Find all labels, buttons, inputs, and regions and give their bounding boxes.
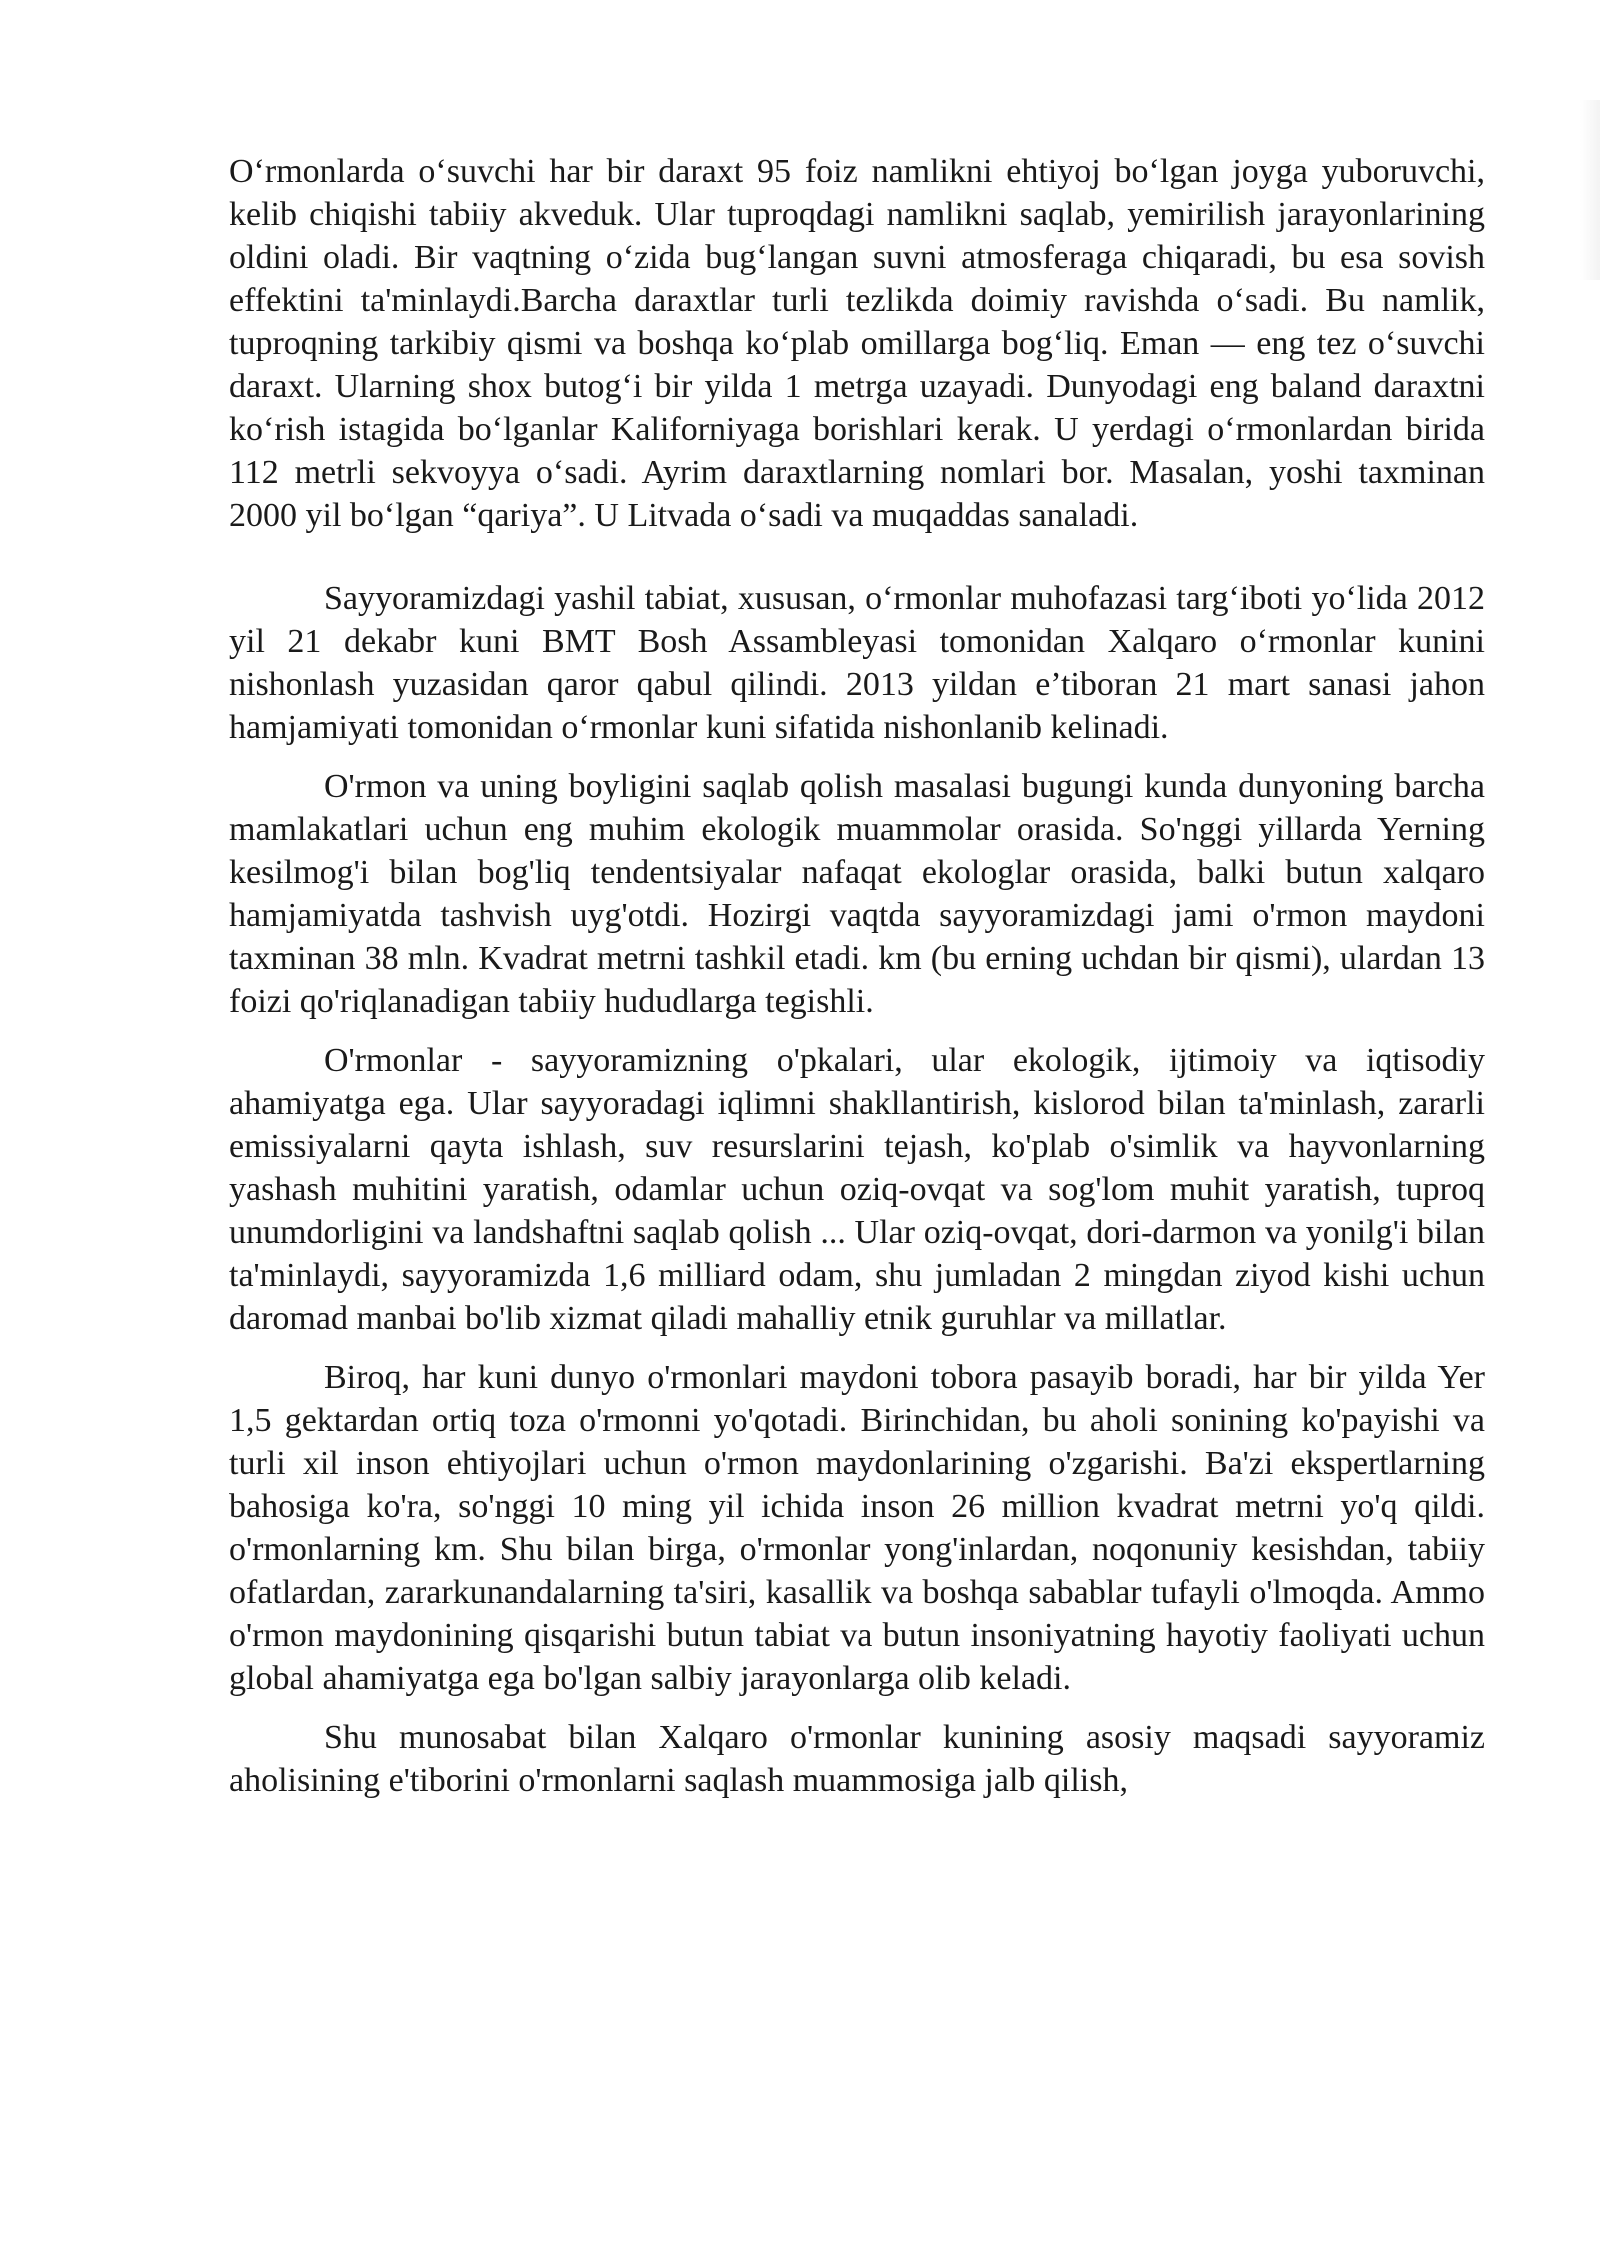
page-edge-shadow	[1580, 100, 1600, 280]
paragraph-2: Sayyoramizdagi yashil tabiat, xususan, o‘rmonlar muhofazasi targ‘iboti yo‘lida 2012 yil 21 dekabr kuni BMT Bosh Assambleyasi tomonidan Xalqaro o‘rmonlar kunini nishonlash yuzasidan qaror qabul qilindi. 2013 yildan e’tiboran 21 mart sanasi jahon hamjamiyati tomonidan o‘rmonlar kuni sifatida nishonlanib kelinadi.	[229, 580, 1485, 746]
paragraph-4: O'rmonlar - sayyoramizning o'pkalari, ular ekologik, ijtimoiy va iqtisodiy ahamiyatga ega. Ular sayyoradagi iqlimni shakllantirish, kislorod bilan ta'minlash, zararli emissiyalarni qayta ishlash, suv resurslarini tejash, ko'plab o'simlik va hayvonlarning yashash muhitini yaratish, odamlar uchun oziq-ovqat va sog'lom muhit yaratish, tuproq unumdorligini va landshaftni saqlab qolish ... Ular oziq-ovqat, dori-darmon va yonilg'i bilan ta'minlaydi, sayyoramizda 1,6 milliard odam, shu jumladan 2 mingdan ziyod kishi uchun daromad manbai bo'lib xizmat qiladi mahalliy etnik guruhlar va millatlar.	[229, 1042, 1485, 1337]
paragraph-6: Shu munosabat bilan Xalqaro o'rmonlar kunining asosiy maqsadi sayyoramiz aholisining e'tiborini o'rmonlarni saqlash muammosiga jalb qilish,	[229, 1719, 1485, 1799]
document-page	[229, 150, 1485, 1802]
paragraph-5: Biroq, har kuni dunyo o'rmonlari maydoni tobora pasayib boradi, har bir yilda Yer 1,5 gektardan ortiq toza o'rmonni yo'qotadi. Birinchidan, bu aholi sonining ko'payishi va turli xil inson ehtiyojlari uchun o'rmon maydonlarining o'zgarishi. Ba'zi ekspertlarning bahosiga ko'ra, so'nggi 10 ming yil ichida inson 26 million kvadrat metrni yo'q qildi. o'rmonlarning km. Shu bilan birga, o'rmonlar yong'inlardan, noqonuniy kesishdan, tabiiy ofatlardan, zararkunandalarning ta'siri, kasallik va boshqa sabablar tufayli o'lmoqda. Ammo o'rmon maydonining qisqarishi butun tabiat va butun insoniyatning hayotiy faoliyati uchun global ahamiyatga ega bo'lgan salbiy jarayonlarga olib keladi.	[229, 1359, 1485, 1697]
paragraph-3: O'rmon va uning boyligini saqlab qolish masalasi bugungi kunda dunyoning barcha mamlakatlari uchun eng muhim ekologik muammolar orasida. So'nggi yillarda Yerning kesilmog'i bilan bog'liq tendentsiyalar nafaqat ekologlar orasida, balki butun xalqaro hamjamiyatda tashvish uyg'otdi. Hozirgi vaqtda sayyoramizdagi jami o'rmon maydoni taxminan 38 mln. Kvadrat metrni tashkil etadi. km (bu erning uchdan bir qismi), ulardan 13 foizi qo'riqlanadigan tabiiy hududlarga tegishli.	[229, 768, 1485, 1020]
paragraph-1: O‘rmonlarda o‘suvchi har bir daraxt 95 foiz namlikni ehtiyoj bo‘lgan joyga yuboruvchi, kelib chiqishi tabiiy akveduk. Ular tuproqdagi namlikni saqlab, yemirilish jarayonlarining oldini oladi. Bir vaqtning o‘zida bug‘langan suvni atmosferaga chiqaradi, bu esa sovish effektini ta'minlaydi.Barcha daraxtlar turli tezlikda doimiy ravishda o‘sadi. Bu namlik, tuproqning tarkibiy qismi va boshqa ko‘plab omillarga bog‘liq. Eman — eng tez o‘suvchi daraxt. Ularning shox butog‘i bir yilda 1 metrga uzayadi. Dunyodagi eng baland daraxtni ko‘rish istagida bo‘lganlar Kaliforniyaga borishlari kerak. U yerdagi o‘rmonlardan birida 112 metrli sekvoyya o‘sadi. Ayrim daraxtlarning nomlari bor. Masalan, yoshi taxminan 2000 yil bo‘lgan “qariya”. U Litvada o‘sadi va muqaddas sanaladi.	[229, 153, 1485, 534]
